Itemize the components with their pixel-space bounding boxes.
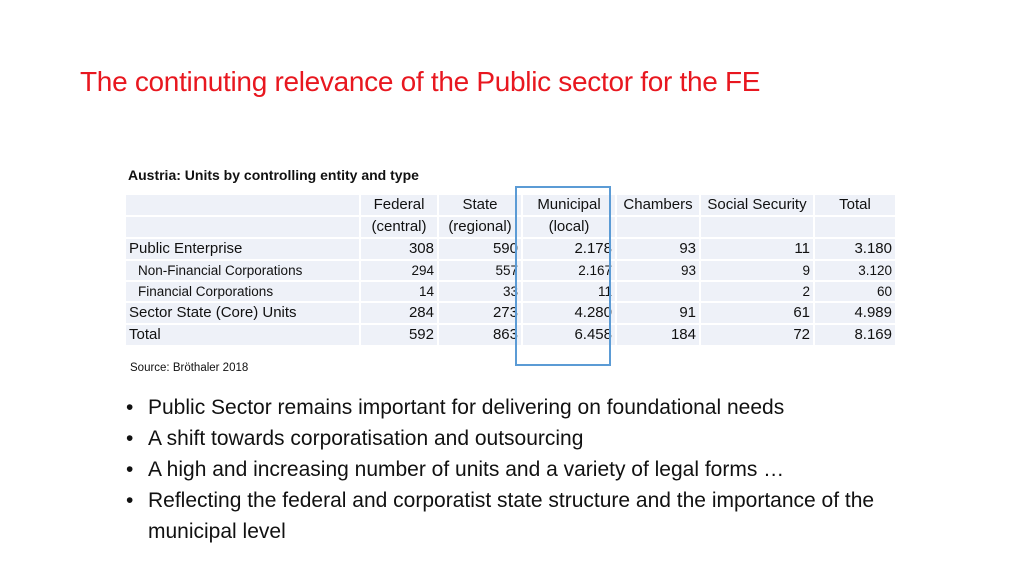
- header-sub-social-security: [701, 217, 813, 237]
- cell-chambers: 184: [617, 325, 699, 345]
- cell-municipal: 6.458: [523, 325, 615, 345]
- bullet-dot: •: [126, 396, 134, 419]
- header-cell-total: Total: [815, 195, 895, 215]
- bullet-text: A shift towards corporatisation and outsourcing: [148, 427, 584, 450]
- bullet-text: A high and increasing number of units and a variety of legal forms …: [148, 458, 785, 481]
- table-row-total: [126, 325, 895, 345]
- cell-total: 8.169: [815, 325, 895, 345]
- cell-state: 557: [439, 261, 521, 280]
- cell-federal: 284: [361, 303, 437, 323]
- row-label: Non-Financial Corporations: [126, 261, 359, 280]
- cell-municipal: 2.167: [523, 261, 615, 280]
- header-cell-federal: Federal: [361, 195, 437, 215]
- cell-total: 4.989: [815, 303, 895, 323]
- table-header-row: [126, 195, 895, 215]
- cell-social-security: 2: [701, 282, 813, 301]
- cell-state: 863: [439, 325, 521, 345]
- header-sub-chambers: [617, 217, 699, 237]
- cell-municipal: 11: [523, 282, 615, 301]
- cell-social-security: 72: [701, 325, 813, 345]
- cell-state: 33: [439, 282, 521, 301]
- cell-social-security: 9: [701, 261, 813, 280]
- bullet-item: [124, 485, 924, 547]
- source-note: Source: Bröthaler 2018: [130, 362, 249, 374]
- header-sub-state: (regional): [439, 217, 521, 237]
- bullet-dot: •: [126, 458, 134, 481]
- table-row-public-enterprise: [126, 239, 895, 259]
- cell-state: 273: [439, 303, 521, 323]
- cell-social-security: 11: [701, 239, 813, 259]
- bullet-item: [124, 423, 924, 454]
- cell-federal: 14: [361, 282, 437, 301]
- header-cell-chambers: Chambers: [617, 195, 699, 215]
- cell-total: 3.180: [815, 239, 895, 259]
- header-cell-state: State: [439, 195, 521, 215]
- bullet-item: [124, 392, 924, 423]
- bullet-dot: •: [126, 489, 134, 512]
- table-row-financial-corporations: [126, 282, 895, 301]
- cell-social-security: 61: [701, 303, 813, 323]
- row-label: Total: [126, 325, 359, 345]
- bullet-text: Reflecting the federal and corporatist state structure and the importance of the municipal level: [148, 489, 875, 543]
- bullet-item: [124, 454, 924, 485]
- cell-federal: 592: [361, 325, 437, 345]
- header-sub-municipal: (local): [523, 217, 615, 237]
- table-row-sector-state-core-units: [126, 303, 895, 323]
- cell-state: 590: [439, 239, 521, 259]
- cell-municipal: 2.178: [523, 239, 615, 259]
- header-sub-label: [126, 217, 359, 237]
- header-cell-label: [126, 195, 359, 215]
- row-label: Sector State (Core) Units: [126, 303, 359, 323]
- header-cell-municipal: Municipal: [523, 195, 615, 215]
- cell-federal: 294: [361, 261, 437, 280]
- cell-municipal: 4.280: [523, 303, 615, 323]
- cell-chambers: 93: [617, 261, 699, 280]
- header-cell-social-security: Social Security: [701, 195, 813, 215]
- slide-title: The continuting relevance of the Public sector for the FE: [80, 66, 761, 97]
- bullet-list: [124, 392, 924, 547]
- table-caption: Austria: Units by controlling entity and type: [128, 167, 419, 183]
- table-header-subrow: [126, 217, 895, 237]
- header-sub-federal: (central): [361, 217, 437, 237]
- table-row-non-financial-corporations: [126, 261, 895, 280]
- row-label: Financial Corporations: [126, 282, 359, 301]
- bullet-text: Public Sector remains important for delivering on foundational needs: [148, 396, 785, 419]
- cell-chambers: 91: [617, 303, 699, 323]
- header-sub-total: [815, 217, 895, 237]
- cell-chambers: [617, 282, 699, 301]
- cell-federal: 308: [361, 239, 437, 259]
- row-label: Public Enterprise: [126, 239, 359, 259]
- cell-total: 3.120: [815, 261, 895, 280]
- units-table: [124, 193, 897, 347]
- cell-total: 60: [815, 282, 895, 301]
- cell-chambers: 93: [617, 239, 699, 259]
- bullet-dot: •: [126, 427, 134, 450]
